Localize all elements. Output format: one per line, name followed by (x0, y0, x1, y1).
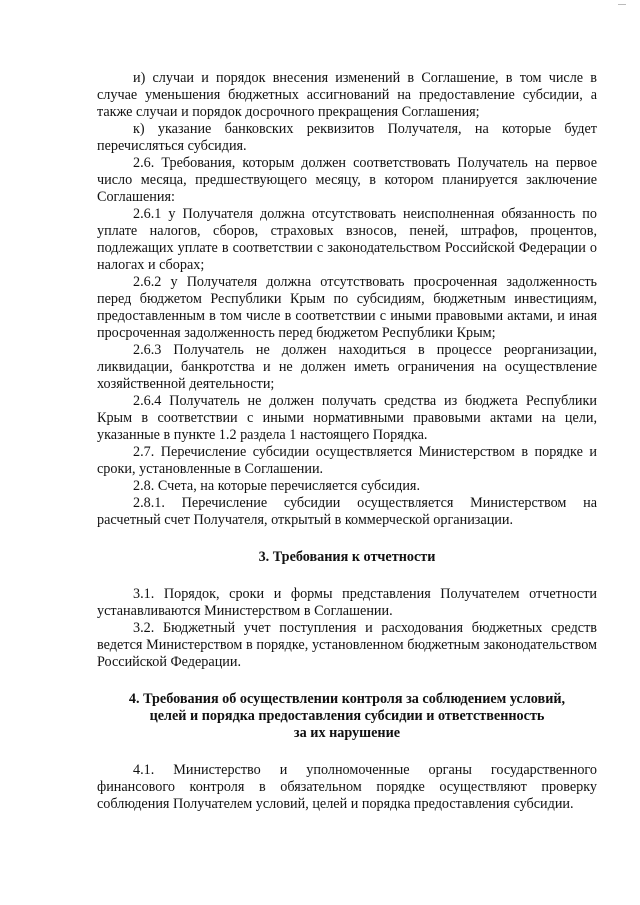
paragraph-2-6-2: 2.6.2 у Получателя должна отсутствовать просроченная задолженность перед бюджетом Республики Крым по субсидиям, бюджетным инвестициям, предоставленным в том числе в соответствии с иными правовыми актами, и иная просроченная задолженность перед бюджетом Республики Крым; (97, 274, 597, 341)
document-page (97, 70, 597, 813)
paragraph-2-6-3: 2.6.3 Получатель не должен находиться в процессе реорганизации, ликвидации, банкротства и не должен иметь ограничения на осуществление хозяйственной деятельности; (97, 342, 597, 392)
paragraph-2-7: 2.7. Перечисление субсидии осуществляется Министерством в порядке и сроки, установленные в Соглашении. (97, 444, 597, 477)
paragraph-2-6-1: 2.6.1 у Получателя должна отсутствовать неисполненная обязанность по уплате налогов, сборов, страховых взносов, пеней, штрафов, процентов, подлежащих уплате в соответствии с законодательством Российской Федерации о налогах и сборах; (97, 206, 597, 273)
section-4-heading-line-1: 4. Требования об осуществлении контроля за соблюдением условий, (128, 691, 566, 707)
paragraph-3-2: 3.2. Бюджетный учет поступления и расходования бюджетных средств ведется Министерством в порядке, установленном бюджетным законодательством Российской Федерации. (97, 620, 597, 670)
spacer (97, 742, 597, 762)
paragraph-2-8-1: 2.8.1. Перечисление субсидии осуществляется Министерством на расчетный счет Получателя, открытый в коммерческой организации. (97, 495, 597, 528)
paragraph-2-6-4: 2.6.4 Получатель не должен получать средства из бюджета Республики Крым в соответствии с иными нормативными правовыми актами на цели, указанные в пункте 1.2 раздела 1 настоящего Порядка. (97, 393, 597, 443)
paragraph-2-8: 2.8. Счета, на которые перечисляется субсидия. (133, 478, 420, 494)
spacer (97, 566, 597, 586)
section-4-heading (97, 691, 597, 742)
section-4-heading-line-3: за их нарушение (293, 725, 401, 741)
paragraph-k: к) указание банковских реквизитов Получателя, на которые будет перечисляться субсидия. (97, 121, 597, 154)
paragraph-3-1: 3.1. Порядок, сроки и формы представления Получателем отчетности устанавливаются Министерством в Соглашении. (97, 586, 597, 619)
spacer (97, 529, 597, 549)
paragraph-i: и) случаи и порядок внесения изменений в Соглашение, в том числе в случае уменьшения бюджетных ассигнований на предоставление субсидии, а также случаи и порядок досрочного прекращения Соглашения; (97, 70, 597, 120)
spacer (97, 671, 597, 691)
page-corner-mark (618, 4, 626, 5)
section-4-heading-line-2: целей и порядка предоставления субсидии и ответственность (149, 708, 545, 724)
paragraph-2-6: 2.6. Требования, которым должен соответствовать Получатель на первое число месяца, предшествующего месяцу, в котором планируется заключение Соглашения: (97, 155, 597, 205)
section-3-heading: 3. Требования к отчетности (258, 549, 436, 565)
paragraph-4-1: 4.1. Министерство и уполномоченные органы государственного финансового контроля в обязательном порядке осуществляют проверку соблюдения Получателем условий, целей и порядка предоставления субсидии. (97, 762, 597, 812)
